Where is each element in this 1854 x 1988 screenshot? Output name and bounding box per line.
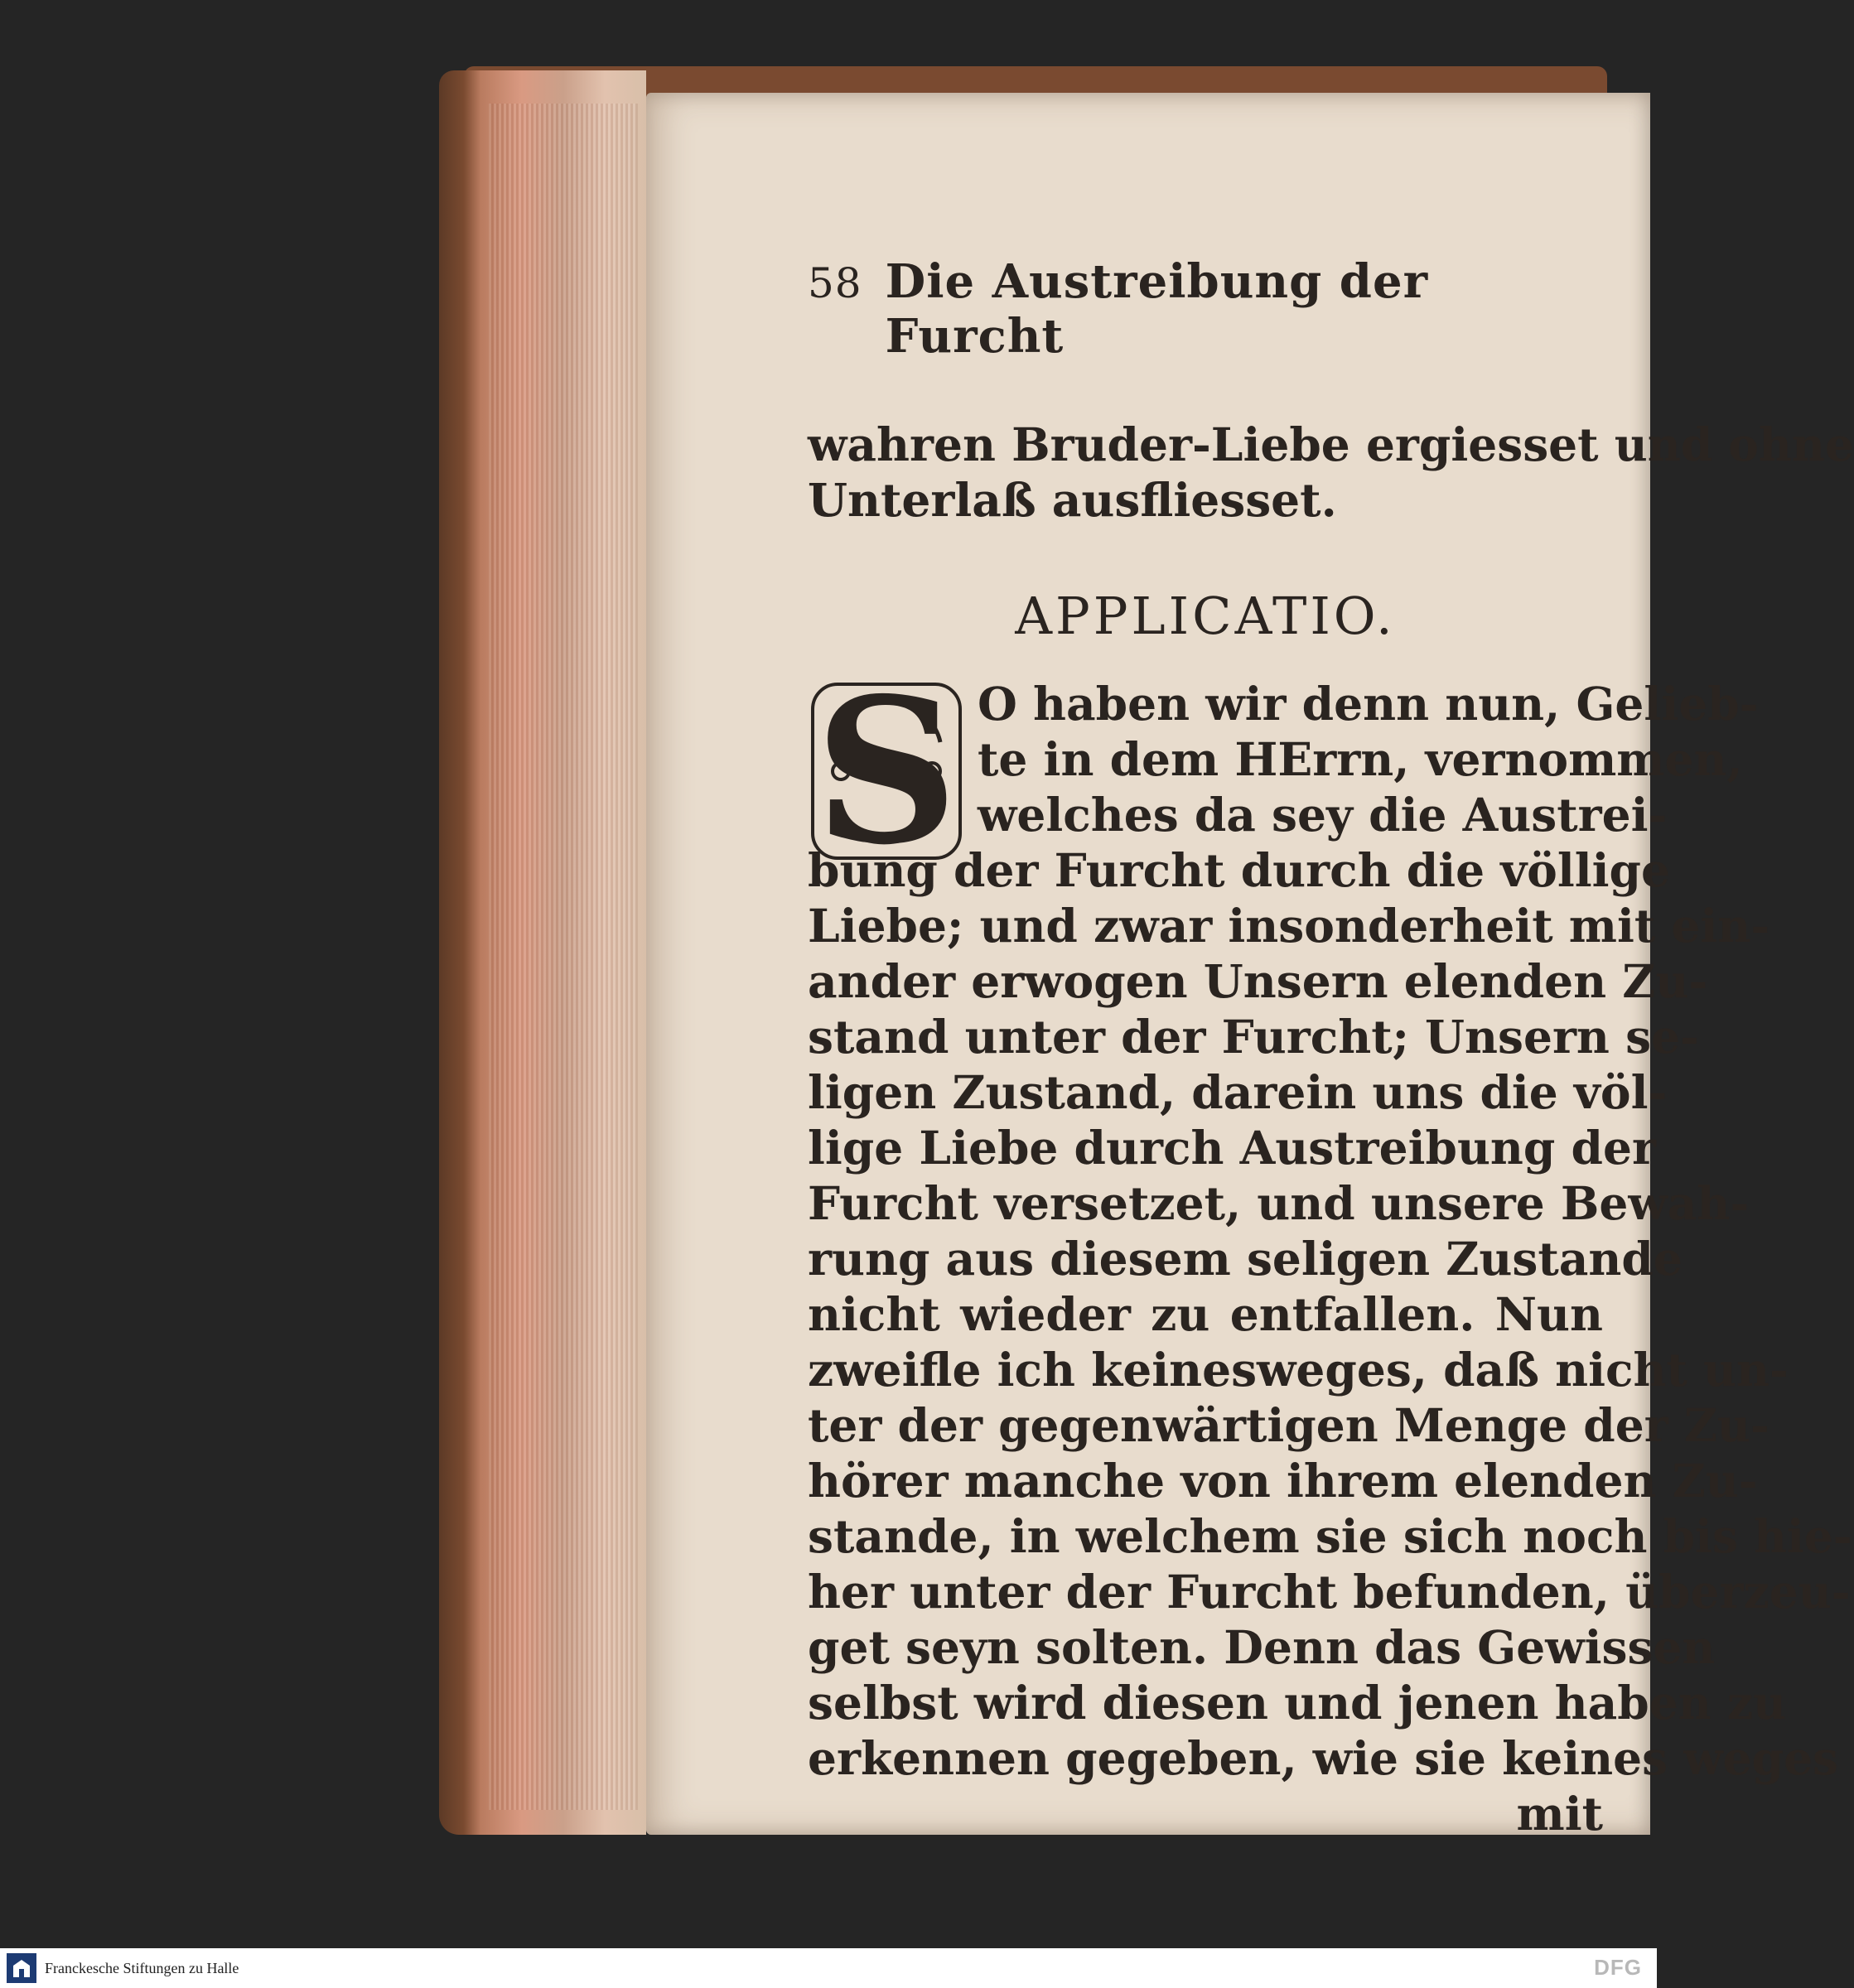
text-line: stand unter der Furcht; Unsern se- — [808, 1010, 1699, 1064]
institution-name[interactable]: Franckesche Stiftungen zu Halle — [45, 1959, 239, 1976]
page-text-block — [808, 254, 1854, 1841]
text-line: get seyn solten. Denn das Gewissen — [808, 1620, 1716, 1674]
book-page — [646, 93, 1854, 1841]
text-line: ter der gegenwärtigen Menge der Zu- — [808, 1398, 1770, 1452]
text-line: zweifle ich keinesweges, daß nicht un- — [808, 1343, 1789, 1397]
text-line: Furcht versetzet, und unsere Bewah- — [808, 1176, 1750, 1230]
text-line: nicht wieder zu entfallen. Nun — [808, 1287, 1603, 1341]
building-icon — [11, 1957, 32, 1979]
text-line: her unter der Furcht befunden, überzeu- — [808, 1565, 1851, 1619]
text-line: bung der Furcht durch die völlige — [808, 843, 1670, 897]
drop-cap-letter: S — [814, 654, 958, 888]
section-title: APPLICATIO. — [1015, 586, 1396, 646]
text-line: O haben wir denn nun, Gelieb- — [978, 677, 1759, 731]
page-number: 58 — [808, 259, 862, 307]
institution-logo-icon — [7, 1953, 36, 1983]
text-line: Liebe; und zwar insonderheit mit ein- — [808, 899, 1770, 953]
running-head-title: Die Austreibung der Furcht — [885, 254, 1429, 364]
text-line: lige Liebe durch Austreibung der — [808, 1121, 1656, 1175]
text-line: erkennen gegeben, wie sie keines weges — [808, 1731, 1839, 1785]
text-line: hörer manche von ihrem elenden Zu- — [808, 1454, 1758, 1508]
text-line: stande, in welchem sie sich noch bis hie- — [808, 1509, 1852, 1563]
viewer-footer — [0, 1948, 1657, 1988]
text-line: welches da sey die Austrei- — [978, 788, 1668, 842]
text-line: wahren Bruder-Liebe ergiesset und ohne — [808, 417, 1854, 471]
book-page-edges — [439, 70, 646, 1835]
text-line: ligen Zustand, darein uns die völ- — [808, 1065, 1668, 1119]
catchword: mit — [1516, 1787, 1603, 1841]
text-line: te in dem HErrn, vernommen, — [978, 732, 1743, 786]
text-line: ander erwogen Unsern elenden Zu- — [808, 954, 1708, 1008]
drop-cap — [808, 654, 965, 888]
text-line: rung aus diesem seligen Zustande — [808, 1232, 1683, 1286]
running-head — [808, 254, 1603, 364]
text-line: Unterlaß ausfliesset. — [808, 473, 1337, 527]
dfg-logo[interactable]: DFG — [1594, 1955, 1642, 1980]
text-line: selbst wird diesen und jenen haben zu — [808, 1676, 1787, 1730]
